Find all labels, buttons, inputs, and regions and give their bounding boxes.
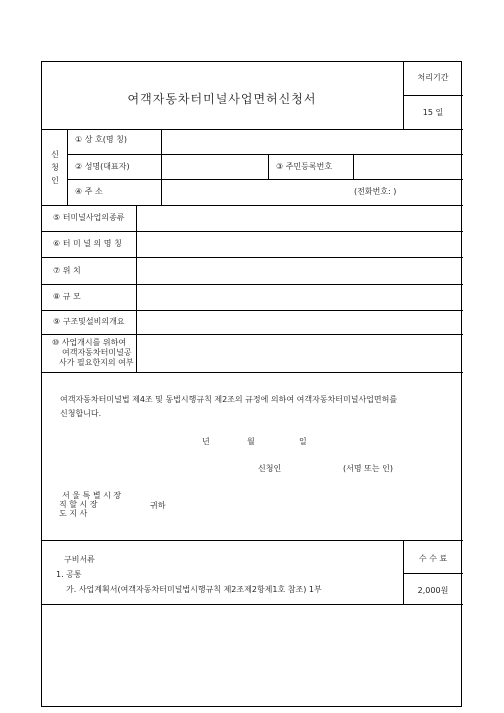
addressee-line2: 직 할 시 장	[59, 500, 98, 509]
processing-period-label: 처리기간	[417, 73, 449, 82]
location-label: ⑦ 위 치	[53, 266, 81, 275]
form-title: 여객자동차터미널사업면허신청서	[127, 92, 317, 106]
addressee-line1: 서 울 특 별 시 장	[62, 491, 122, 500]
structure-field[interactable]	[137, 311, 462, 335]
terminal-name-field[interactable]	[137, 232, 462, 256]
trade-name-label: ① 상 호(명 칭)	[75, 135, 127, 144]
phone-label: (전화번호: )	[354, 187, 397, 196]
attachments-item1: 1. 공통	[56, 570, 82, 579]
date-year: 년	[202, 437, 210, 446]
addressee-line3: 도 지 사	[59, 509, 88, 518]
trade-name-field[interactable]	[162, 130, 462, 154]
address-field[interactable]	[162, 180, 352, 204]
processing-period-value: 15 일	[422, 108, 444, 117]
declaration-text: 여객자동차터미널법 제4조 및 동법시행규칙 제2조의 규정에 의하여 여객자동차터미널사업면허를 신청합니다.	[60, 395, 398, 418]
application-form	[41, 61, 462, 707]
business-type-label: ⑤ 터미널사업의종류	[53, 213, 125, 222]
attachments-item1-sub: 가. 사업계획서(여객자동차터미널법시행규칙 제2조제2항제1호 참조) 1부	[66, 585, 322, 594]
name-field[interactable]	[162, 155, 267, 179]
location-field[interactable]	[137, 258, 462, 282]
applicant-sign-label: 신청인	[258, 464, 282, 473]
applicant-label: 신 청 인	[51, 150, 59, 185]
signature-note: (서명 또는 인)	[343, 464, 393, 473]
attachments-header: 구비서류	[64, 555, 95, 564]
addressee-suffix: 귀하	[150, 501, 166, 510]
address-label: ④ 주 소	[75, 187, 103, 196]
fee-label: 수 수 료	[418, 554, 448, 563]
resident-number-field[interactable]	[354, 155, 462, 179]
terminal-name-label: ⑥ 터 미 널 의 명 칭	[53, 239, 122, 248]
date-day: 일	[299, 437, 307, 446]
date-month: 월	[247, 437, 255, 446]
structure-label: ⑨ 구조및설비의개요	[53, 317, 125, 326]
resident-number-label: ③ 주민등록번호	[276, 162, 333, 171]
joint-use-label: ⑩ 사업개시를 위하여 여객자동차터미널공 사가 필요한지의 여부	[52, 338, 134, 367]
name-label: ② 성명(대표자)	[75, 162, 130, 171]
scale-field[interactable]	[137, 285, 462, 309]
fee-value: 2,000원	[417, 586, 449, 595]
business-type-field[interactable]	[137, 206, 462, 230]
joint-use-field[interactable]	[137, 335, 462, 371]
scale-label: ⑧ 규 모	[53, 292, 81, 301]
